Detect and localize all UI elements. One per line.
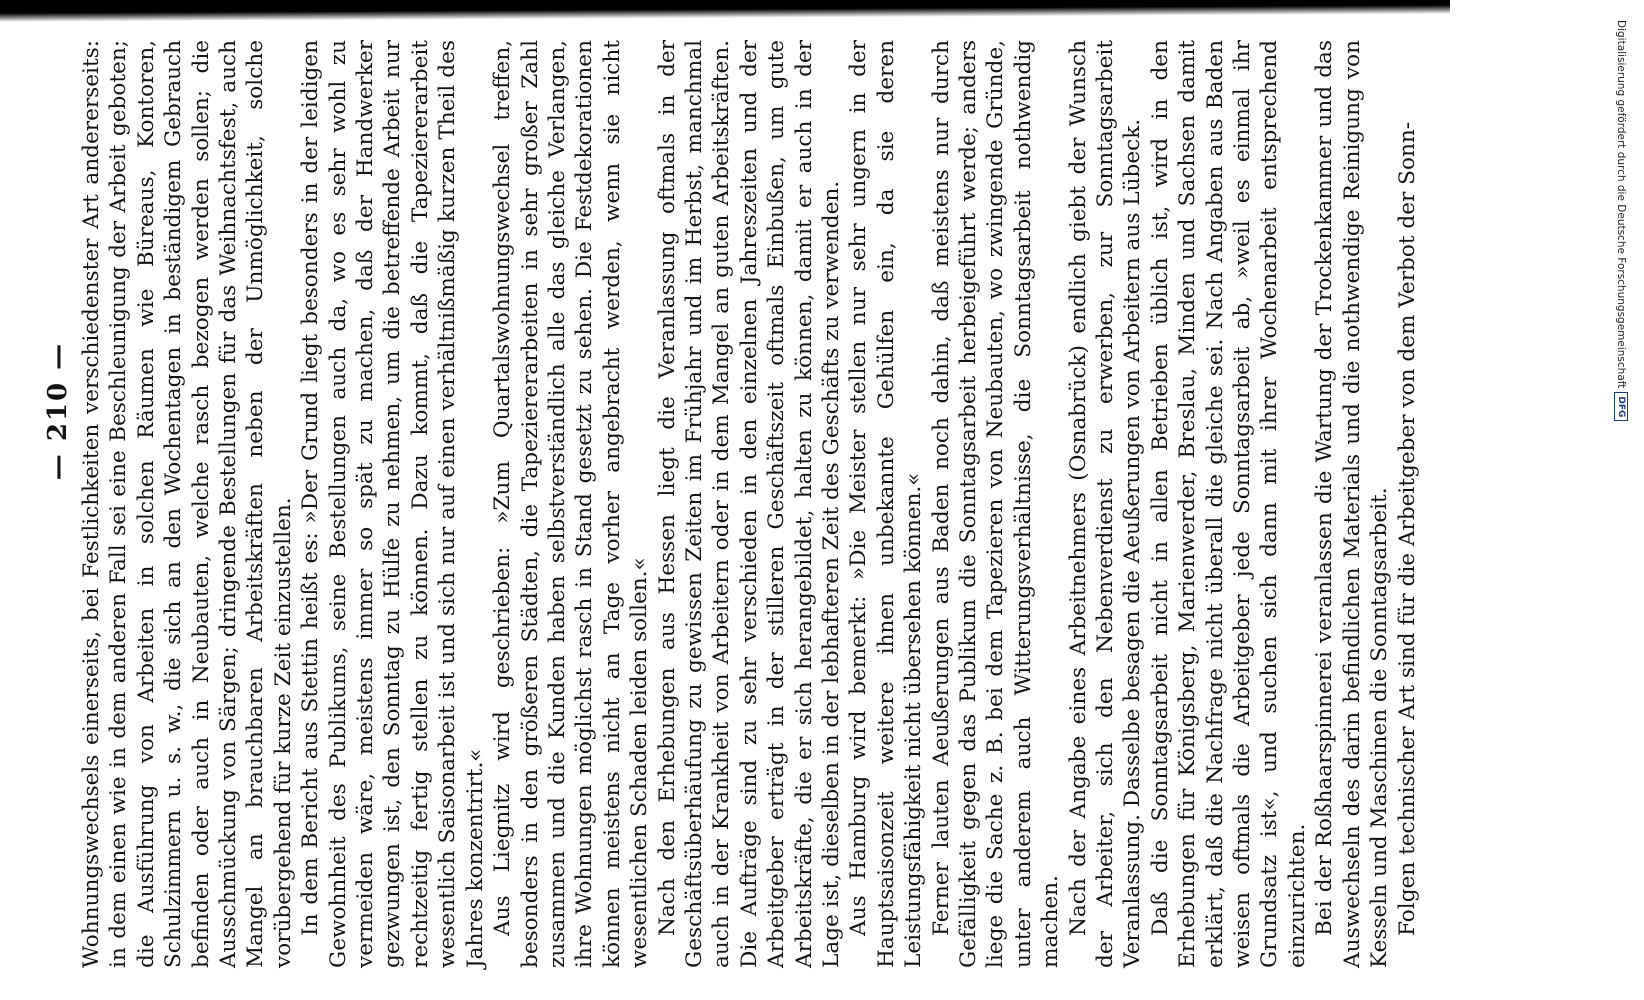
dfg-watermark [1614,20,1628,421]
paragraph: Nach der Angabe eines Arbeitnehmers (Osnabrück) endlich giebt der Wunsch der Arbeiter, sich den Nebenverdienst zu erwerben, zur Sonntagsarbeit Veranlassung. Dasselbe besagen die Aeußerungen von Arbeitern aus Lübeck. [1065,40,1146,968]
watermark-text: Digitalisierung gefördert durch die Deutsche Forschungsgemeinschaft [1615,20,1627,389]
paragraph: Daß die Sonntagsarbeit nicht in allen Betrieben üblich ist, wird in den Erhebungen für Königsberg, Marienwerder, Breslau, Minden und Sachsen damit erklärt, daß die Nachfrage nicht überall die gleiche sei. Nach Angaben aus Baden weisen oftmals die Arbeitgeber jede Sonntagsarbeit ab, »weil es einmal ihr Grundsatz ist«, und suchen sich dann mit ihrer Wochenarbeit entsprechend einzurichten. [1147,40,1310,968]
scan-edge [0,0,1450,22]
paragraph: In dem Bericht aus Stettin heißt es: »Der Grund liegt besonders in der leidigen Gewohnheit des Publikums, seine Bestellungen auch da, wo es sehr wohl zu vermeiden wäre, meistens immer so spät zu machen, daß der Handwerker gezwungen ist, den Sonntag zu Hülfe zu nehmen, um die betreffende Arbeit nur rechtzeitig fertig stellen zu können. Dazu kommt, daß die Tapeziererarbeit wesentlich Saisonarbeit ist und sich nur auf einen verhältnißmäßig kurzen Theil des Jahres konzentrirt.« [298,40,488,968]
paragraph: Aus Hamburg wird bemerkt: »Die Meister stellen nur sehr ungern in der Hauptsaisonzeit weitere ihnen unbekannte Gehülfen ein, da sie deren Leistungsfähigkeit nicht übersehen können.« [846,40,927,968]
paragraph: Wohnungswechsels einerseits, bei Festlichkeiten verschiedenster Art andererseits: in dem einen wie in dem anderen Fall sei eine Beschleunigung der Arbeit geboten; die Ausführung von Arbeiten in solchen Räumen wie Büreaus, Kontoren, Schulzimmern u. s. w., die sich an den Wochentagen in beständigem Gebrauch befinden oder auch in Neubauten, welche rasch bezogen werden sollen; die Ausschmückung von Särgen; dringende Bestellungen für das Weihnachtsfest, auch Mangel an brauchbaren Arbeitskräften neben der Unmöglichkeit, solche vorübergehend für kurze Zeit einzustellen. [79,40,296,968]
page-number: — 210 — [43,341,73,481]
paragraph: Folgen technischer Art sind für die Arbeitgeber von dem Verbot der Sonn- [1394,121,1420,936]
paragraph: Bei der Roßhaarspinnerei veranlassen die Wartung der Trockenkammer und das Auswechseln des darin befindlichen Materials und die nothwendige Reinigung von Kesseln und Maschinen die Sonntagsarbeit. [1312,40,1393,968]
dfg-logo: DFG [1614,392,1628,421]
paragraph: Nach den Erhebungen aus Hessen liegt die Veranlassung oftmals in der Geschäftsüberhäufung zu gewissen Zeiten im Frühjahr und im Herbst, manchmal auch in der Krankheit von Arbeitern oder in dem Mangel an guten Arbeitskräften. Die Aufträge sind zu sehr verschieden in den einzelnen Jahreszeiten und der Arbeitgeber erträgt in der stilleren Geschäftszeit oftmals Einbußen, um gute Arbeitskräfte, die er sich herangebildet, halten zu können, damit er auch in der Lage ist, dieselben in der lebhafteren Zeit des Geschäfts zu verwenden. [654,40,844,968]
paragraph: Aus Liegnitz wird geschrieben: »Zum Quartalswohnungswechsel treffen, besonders in den größeren Städten, die Tapeziererarbeiten in sehr großer Zahl zusammen und die Kunden haben selbstverständlich alle das gleiche Verlangen, ihre Wohnungen möglichst rasch in Stand gesetzt zu sehen. Die Festdekorationen können meistens nicht an Tage vorher angebracht werden, wenn sie nicht wesentlichen Schaden leiden sollen.« [490,40,653,968]
paragraph: Ferner lauten Aeußerungen aus Baden noch dahin, daß meistens nur durch Gefälligkeit gegen das Publikum die Sonntagsarbeit herbeigeführt werde; anders liege die Sache z. B. bei dem Tapezieren von Neubauten, wo zwingende Gründe, unter anderem auch Witterungsverhältnisse, die Sonntagsarbeit nothwendig machen. [928,40,1064,968]
page-body [78,36,1421,976]
rotated-page [38,36,1458,976]
